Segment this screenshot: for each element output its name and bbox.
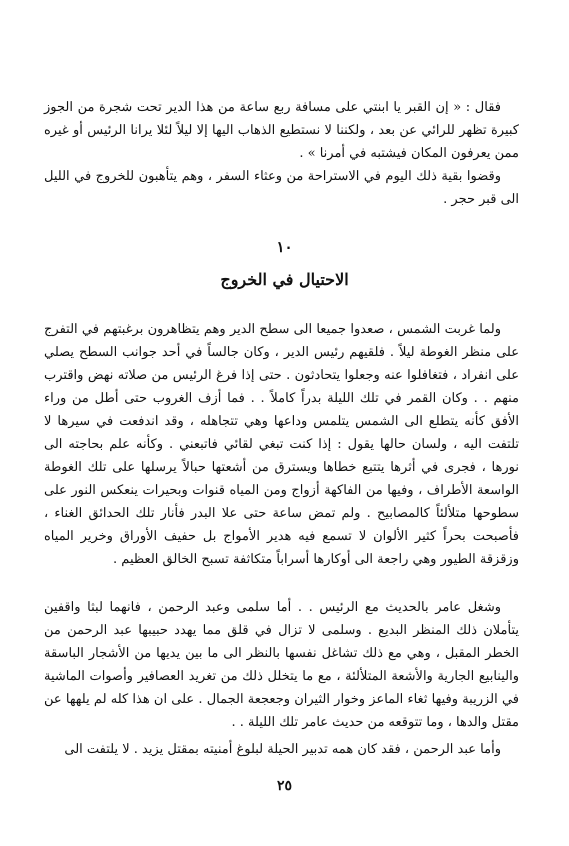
top-text-block [44, 96, 519, 211]
page-number: ٢٥ [276, 778, 293, 794]
chapter-number: ١٠ [276, 238, 293, 256]
chapter-title: الاحتيال في الخروج [220, 270, 349, 289]
chapter-text-block [44, 318, 519, 571]
paragraph: وأما عبد الرحمن ، فقد كان همه تدبير الحيلة لبلوغ أمنيته بمقتل يزيد . لا يلتفت الى [64, 742, 501, 757]
paragraph: وشغل عامر بالحديث مع الرئيس . . أما سلمى وعبد الرحمن ، فانهما لبثا واقفين يتأملان ذلك المنظر البديع . وسلمى لا تزال في قلق مما يهدد حبيبها عبد الرحمن من الخطر المقبل ، وهي مع ذلك تشاغل نفسها بالنظر الى ما بين يديها من الأشجار الباسقة والينابيع الجارية والأشعة المتلألئة ، مع ما يتخلل ذلك من تغريد العصافير وأصوات الماشية في الزريبة وفيها ثغاء الماعز وخوار الثيران وجعجعة الجمال . على ان هذا كله لم يلهها عن مقتل والدها ، وما تتوقعه من حديث عامر تلك الليلة . . [44, 600, 519, 730]
paragraph: ولما غربت الشمس ، صعدوا جميعا الى سطح الدير وهم يتظاهرون برغبتهم في التفرج على منظر الغوطة ليلاً . فلقيهم رئيس الدير ، وكان جالساً في أحد جوانب السطح يصلي على انفراد ، فتغافلوا عنه وجعلوا يتحادثون . حتى إذا فرغ الرئيس من صلاته نهض واقترب منهم . . وكان القمر في تلك الليلة بدراً كاملاً . . فما أزف الغروب حتى أطل من وراء الأفق كأنه يتطلع الى الشمس يتلمس وداعها وهي تتجاهله ، وقد اندفعت في سيرها لا تلتفت اليه ، ولسان حالها يقول : إذا كنت تبغي لقائي فاتبعني . وكأنه علم بحاجته الى نورها ، فجرى في أثرها يتتبع خطاها ويسترق من أشعتها حبالاً يرسلها على تلك الغوطة الواسعة الأطراف ، وفيها من الفاكهة أزواج ومن المياه قنوات وبحيرات ينعكس النور على سطوحها متلألئاً كالمصابيح . ولم تمض ساعة حتى علا البدر فأنار تلك الحدائق الغناء ، فأصبحت بحراً كثير الألوان لا تسمع فيه هدير الأمواج بل حفيف الأوراق وخرير المياه وزقزقة الطيور وهي راجعة الى أوكارها أسراباً متكاثفة تسبح الخالق العظيم . [44, 322, 519, 567]
paragraph: فقال : « إن القبر يا ابنتي على مسافة ربع ساعة من هذا الدير تحت شجرة من الجوز كبيرة تظهر للرائي عن بعد ، ولكننا لا نستطيع الذهاب اليها إلا ليلاً لئلا يرانا الرئيس أو غيره ممن يعرفون المكان فيشتبه في أمرنا » . [44, 100, 519, 161]
bottom-text-block [44, 738, 519, 761]
paragraph: وقضوا بقية ذلك اليوم في الاستراحة من وعثاء السفر ، وهم يتأهبون للخروج في الليل الى قبر حجر . [44, 169, 519, 207]
middle-text-block [44, 596, 519, 734]
